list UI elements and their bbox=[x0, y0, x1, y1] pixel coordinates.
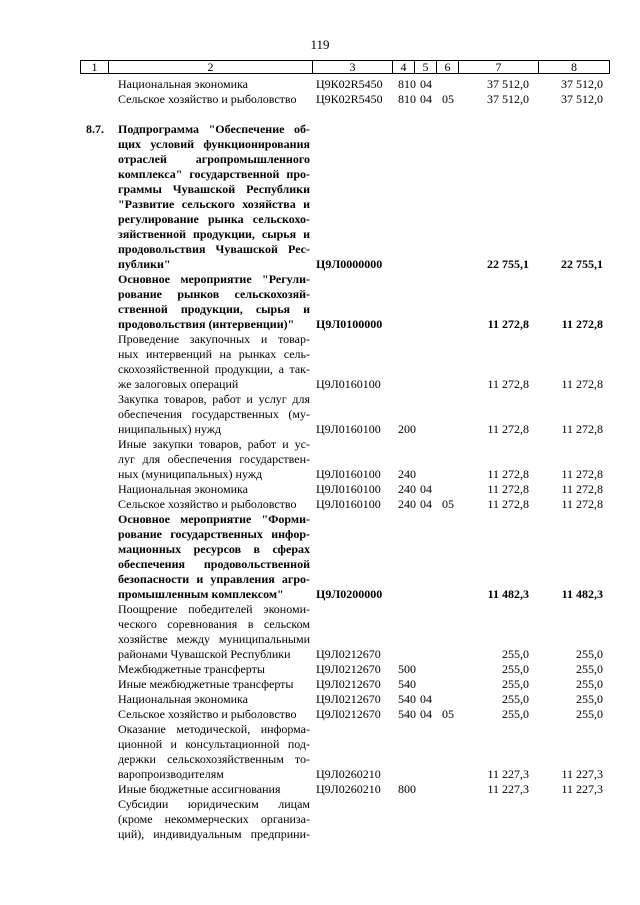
target-article-code: Ц9Л0160100 bbox=[316, 467, 381, 481]
target-article-code: Ц9К02R5450 bbox=[316, 77, 383, 91]
row-description bbox=[118, 92, 310, 107]
subsection-code: 05 bbox=[442, 707, 454, 721]
amount-col-7: 11 272,8 bbox=[487, 482, 529, 496]
amount-col-8: 11 227,3 bbox=[561, 782, 603, 796]
description-line: Межбюджетные трансферты bbox=[118, 662, 265, 676]
expense-type-code: 810 bbox=[398, 92, 416, 106]
amount-col-8: 22 755,1 bbox=[561, 257, 603, 271]
description-line: ных интервенций на рынках сель- bbox=[118, 347, 310, 361]
target-article-code: Ц9Л0160100 bbox=[316, 497, 381, 511]
header-cell-8: 8 bbox=[538, 60, 610, 74]
description-line: Иные межбюджетные трансферты bbox=[118, 677, 294, 691]
table-row bbox=[0, 677, 640, 692]
amount-col-8: 255,0 bbox=[576, 707, 603, 721]
description-line: варопроизводителям bbox=[118, 767, 224, 781]
description-line: скохозяйственной продукции, а так- bbox=[118, 362, 310, 376]
amount-col-8: 11 272,8 bbox=[561, 467, 603, 481]
row-description bbox=[118, 437, 310, 482]
table-row bbox=[0, 272, 640, 332]
expense-type-code: 540 bbox=[398, 707, 416, 721]
section-code: 04 bbox=[420, 92, 432, 106]
description-line: рование государственных инфор- bbox=[118, 527, 310, 541]
table-row bbox=[0, 437, 640, 482]
description-line: обеспечения продовольственной bbox=[118, 557, 310, 571]
target-article-code: Ц9Л0260210 bbox=[316, 782, 381, 796]
amount-col-7: 37 512,0 bbox=[487, 77, 529, 91]
row-description bbox=[118, 602, 310, 662]
description-line: Сельское хозяйство и рыболовство bbox=[118, 707, 297, 721]
description-line: "Развитие сельского хозяйства и bbox=[118, 197, 310, 211]
description-line: ционной и консультационной под- bbox=[118, 737, 310, 751]
description-line: районами Чувашской Республики bbox=[118, 647, 291, 661]
amount-col-8: 11 272,8 bbox=[561, 377, 603, 391]
description-line: рование рынков сельскохозяй- bbox=[118, 287, 310, 301]
expense-type-code: 240 bbox=[398, 467, 416, 481]
expense-type-code: 810 bbox=[398, 77, 416, 91]
description-line: комплекса" государственной про- bbox=[118, 167, 310, 181]
table-row bbox=[0, 797, 640, 842]
row-description bbox=[118, 782, 310, 797]
header-cell-7: 7 bbox=[458, 60, 538, 74]
target-article-code: Ц9Л0212670 bbox=[316, 692, 381, 706]
description-line: мационных ресурсов в сферах bbox=[118, 542, 310, 556]
header-cell-1: 1 bbox=[80, 60, 108, 74]
amount-col-8: 255,0 bbox=[576, 662, 603, 676]
description-line: хозяйстве между муниципальными bbox=[118, 632, 310, 646]
table-row bbox=[0, 332, 640, 392]
amount-col-7: 255,0 bbox=[502, 692, 529, 706]
expense-type-code: 500 bbox=[398, 662, 416, 676]
amount-col-8: 255,0 bbox=[576, 677, 603, 691]
table-row bbox=[0, 92, 640, 107]
row-number: 8.7. bbox=[86, 122, 104, 136]
amount-col-7: 11 272,8 bbox=[487, 317, 529, 331]
row-description bbox=[118, 77, 310, 92]
amount-col-8: 11 272,8 bbox=[561, 317, 603, 331]
row-description bbox=[118, 482, 310, 497]
row-description bbox=[118, 512, 310, 602]
section-code: 04 bbox=[420, 497, 432, 511]
description-line: Поощрение победителей экономи- bbox=[118, 602, 310, 616]
description-line: (кроме некоммерческих организа- bbox=[118, 812, 310, 826]
table-row bbox=[0, 692, 640, 707]
row-description bbox=[118, 722, 310, 782]
description-line: Сельское хозяйство и рыболовство bbox=[118, 92, 297, 106]
description-line: Национальная экономика bbox=[118, 77, 248, 91]
amount-col-7: 255,0 bbox=[502, 677, 529, 691]
target-article-code: Ц9Л0160100 bbox=[316, 422, 381, 436]
table-row bbox=[0, 512, 640, 602]
target-article-code: Ц9Л0200000 bbox=[316, 587, 383, 601]
subsection-code: 05 bbox=[442, 92, 454, 106]
amount-col-7: 11 227,3 bbox=[487, 767, 529, 781]
table-row bbox=[0, 482, 640, 497]
amount-col-7: 11 272,8 bbox=[487, 467, 529, 481]
section-code: 04 bbox=[420, 77, 432, 91]
description-line: Иные бюджетные ассигнования bbox=[118, 782, 281, 796]
description-line: ческого соревнования в сельском bbox=[118, 617, 310, 631]
description-line: промышленным комплексом" bbox=[118, 587, 284, 601]
table-row bbox=[0, 602, 640, 662]
table-row bbox=[0, 392, 640, 437]
description-line: же залоговых операций bbox=[118, 377, 239, 391]
description-line: Проведение закупочных и товар- bbox=[118, 332, 310, 346]
table-row bbox=[0, 77, 640, 92]
row-description bbox=[118, 692, 310, 707]
expense-type-code: 800 bbox=[398, 782, 416, 796]
description-line: ных (муниципальных) нужд bbox=[118, 467, 263, 481]
amount-col-7: 11 482,3 bbox=[487, 587, 529, 601]
amount-col-8: 255,0 bbox=[576, 692, 603, 706]
header-cell-4: 4 bbox=[392, 60, 414, 74]
row-description bbox=[118, 332, 310, 392]
expense-type-code: 540 bbox=[398, 692, 416, 706]
description-line: Основное мероприятие "Форми- bbox=[118, 512, 310, 526]
amount-col-7: 255,0 bbox=[502, 662, 529, 676]
amount-col-8: 37 512,0 bbox=[561, 92, 603, 106]
expense-type-code: 540 bbox=[398, 677, 416, 691]
table-row bbox=[0, 707, 640, 722]
amount-col-7: 22 755,1 bbox=[487, 257, 529, 271]
table-row bbox=[0, 122, 640, 272]
row-description bbox=[118, 122, 310, 272]
section-code: 04 bbox=[420, 482, 432, 496]
target-article-code: Ц9Л0160100 bbox=[316, 377, 381, 391]
description-line: обеспечения государственных (му- bbox=[118, 407, 310, 421]
amount-col-7: 37 512,0 bbox=[487, 92, 529, 106]
description-line: Субсидии юридическим лицам bbox=[118, 797, 310, 811]
target-article-code: Ц9К02R5450 bbox=[316, 92, 383, 106]
row-description bbox=[118, 272, 310, 332]
header-cell-5: 5 bbox=[414, 60, 436, 74]
row-description bbox=[118, 662, 310, 677]
target-article-code: Ц9Л0212670 bbox=[316, 677, 381, 691]
section-code: 04 bbox=[420, 692, 432, 706]
table-row bbox=[0, 662, 640, 677]
amount-col-8: 255,0 bbox=[576, 647, 603, 661]
target-article-code: Ц9Л0212670 bbox=[316, 647, 381, 661]
expense-type-code: 240 bbox=[398, 497, 416, 511]
description-line: безопасности и управления агро- bbox=[118, 572, 310, 586]
description-line: Подпрограмма "Обеспечение об- bbox=[118, 122, 310, 136]
amount-col-8: 11 272,8 bbox=[561, 497, 603, 511]
header-cell-2: 2 bbox=[108, 60, 312, 74]
row-description bbox=[118, 497, 310, 512]
expense-type-code: 200 bbox=[398, 422, 416, 436]
row-description bbox=[118, 707, 310, 722]
description-line: щих условий функционирования bbox=[118, 137, 310, 151]
amount-col-7: 11 272,8 bbox=[487, 497, 529, 511]
header-cell-3: 3 bbox=[312, 60, 392, 74]
amount-col-7: 255,0 bbox=[502, 647, 529, 661]
amount-col-7: 255,0 bbox=[502, 707, 529, 721]
description-line: продовольствия Чувашской Рес- bbox=[118, 242, 310, 256]
subsection-code: 05 bbox=[442, 497, 454, 511]
description-line: Закупка товаров, работ и услуг для bbox=[118, 392, 310, 406]
row-description bbox=[118, 797, 310, 842]
section-code: 04 bbox=[420, 707, 432, 721]
target-article-code: Ц9Л0212670 bbox=[316, 707, 381, 721]
description-line: регулирование рынка сельскохо- bbox=[118, 212, 310, 226]
description-line: ственной продукции, сырья и bbox=[118, 302, 310, 316]
amount-col-8: 11 272,8 bbox=[561, 482, 603, 496]
description-line: зяйственной продукции, сырья и bbox=[118, 227, 310, 241]
expense-type-code: 240 bbox=[398, 482, 416, 496]
description-line: публики" bbox=[118, 257, 171, 271]
target-article-code: Ц9Л0260210 bbox=[316, 767, 381, 781]
amount-col-8: 11 227,3 bbox=[561, 767, 603, 781]
amount-col-7: 11 272,8 bbox=[487, 377, 529, 391]
description-line: Национальная экономика bbox=[118, 482, 248, 496]
description-line: продовольствия (интервенции)" bbox=[118, 317, 295, 331]
description-line: Иные закупки товаров, работ и ус- bbox=[118, 437, 310, 451]
target-article-code: Ц9Л0160100 bbox=[316, 482, 381, 496]
table-row bbox=[0, 497, 640, 512]
amount-col-8: 37 512,0 bbox=[561, 77, 603, 91]
header-cell-6: 6 bbox=[436, 60, 458, 74]
description-line: держки сельскохозяйственным то- bbox=[118, 752, 310, 766]
amount-col-8: 11 272,8 bbox=[561, 422, 603, 436]
description-line: Основное мероприятие "Регули- bbox=[118, 272, 310, 286]
row-description bbox=[118, 677, 310, 692]
page-number: 119 bbox=[310, 37, 330, 52]
description-line: ций), индивидуальным предприни- bbox=[118, 827, 310, 841]
description-line: ниципальных) нужд bbox=[118, 422, 222, 436]
description-line: Национальная экономика bbox=[118, 692, 248, 706]
target-article-code: Ц9Л0000000 bbox=[316, 257, 383, 271]
description-line: Оказание методической, информа- bbox=[118, 722, 310, 736]
description-line: граммы Чувашской Республики bbox=[118, 182, 310, 196]
target-article-code: Ц9Л0212670 bbox=[316, 662, 381, 676]
table-row bbox=[0, 722, 640, 782]
description-line: Сельское хозяйство и рыболовство bbox=[118, 497, 297, 511]
row-description bbox=[118, 392, 310, 437]
table-row bbox=[0, 782, 640, 797]
amount-col-8: 11 482,3 bbox=[561, 587, 603, 601]
amount-col-7: 11 272,8 bbox=[487, 422, 529, 436]
amount-col-7: 11 227,3 bbox=[487, 782, 529, 796]
target-article-code: Ц9Л0100000 bbox=[316, 317, 383, 331]
description-line: луг для обеспечения государствен- bbox=[118, 452, 310, 466]
description-line: отраслей агропромышленного bbox=[118, 152, 310, 166]
